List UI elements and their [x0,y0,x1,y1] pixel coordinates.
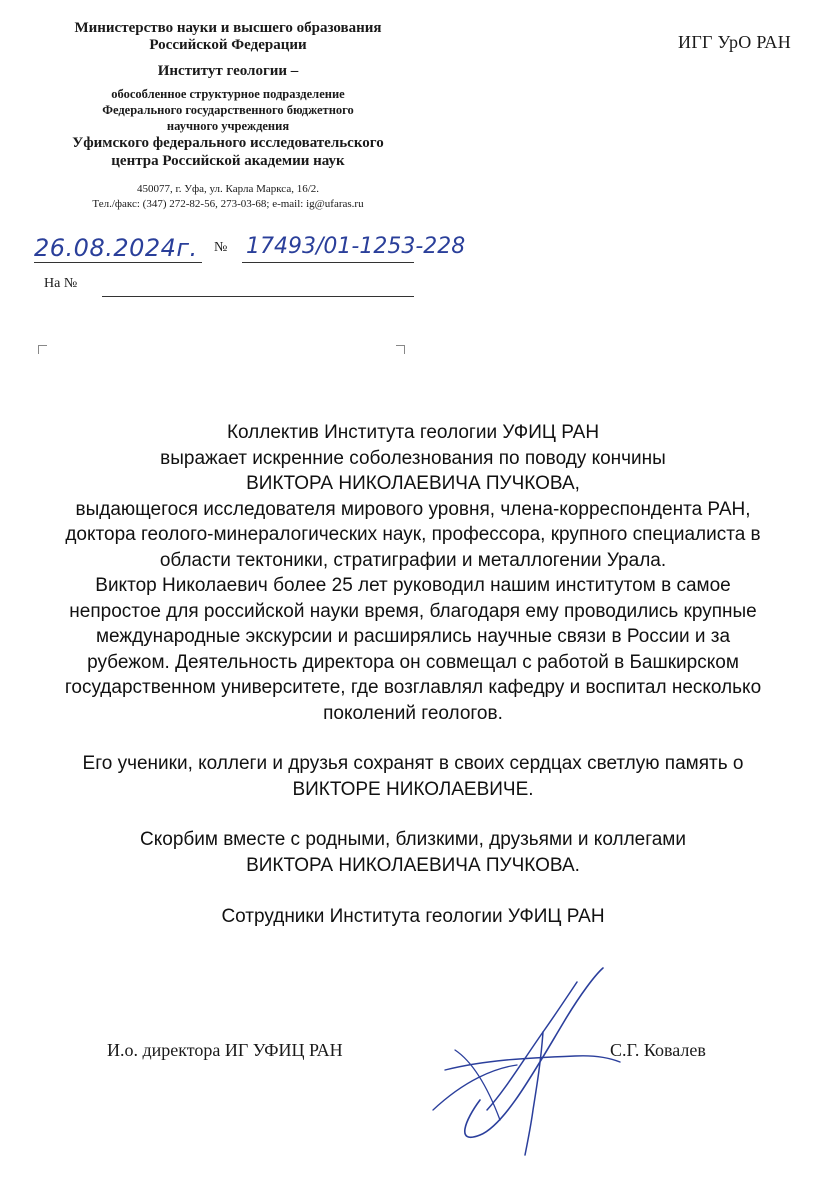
body-line: области тектоники, стратиграфии и металлогении Урала. [159,549,667,571]
body-line: ВИКТОРА НИКОЛАЕВИЧА ПУЧКОВА, [246,473,580,494]
letter-body [30,420,796,930]
body-line: ВИКТОРА НИКОЛАЕВИЧА ПУЧКОВА. [246,854,580,876]
ministry-line-1: Министерство науки и высшего образования [74,20,382,36]
reference-line [44,276,414,300]
contact-info: Тел./факс: (347) 272-82-56, 273-03-68; e-mail: ig@ufaras.ru [92,198,364,210]
reference-blank [102,296,414,297]
signatory-name: С.Г. Ковалев [610,1040,706,1060]
body-line: Виктор Николаевич более 25 лет руководил нашим институтом в самое [95,575,731,596]
letterhead [18,20,438,212]
handwritten-date: 26.08.2024г. [34,234,198,262]
paragraph-memory [30,751,796,802]
reference-label: На № [44,276,78,291]
body-line: доктора геолого-минералогических наук, профессора, крупного специалиста в [65,524,761,545]
address-corner-mark-right [396,345,405,354]
date-field [34,232,202,263]
body-line: непростое для российской науки время, благодаря ему проводились крупные [69,600,757,622]
paragraph-grief [30,827,796,878]
number-sign: № [214,240,228,255]
center-line-1: Уфимского федерального исследовательского [72,135,384,151]
body-line: выдающегося исследователя мирового уровня, члена-корреспондента РАН, [75,498,751,520]
status-line-1: обособленное структурное подразделение [111,87,345,101]
number-field [242,232,466,263]
body-line: ВИКТОРЕ НИКОЛАЕВИЧЕ. [292,778,534,800]
signatory-role: И.о. директора ИГ УФИЦ РАН [107,1040,343,1060]
body-line: Коллектив Института геологии УФИЦ РАН [226,422,600,443]
body-line: Его ученики, коллеги и друзья сохранят в своих сердцах светлую память о [82,753,744,774]
institute-name: Институт геологии – [157,63,299,79]
center-line-2: центра Российской академии наук [111,153,345,169]
body-line: выражает искренние соболезнования по поводу кончины [160,447,666,469]
ministry-line-2: Российской Федерации [149,37,307,53]
paragraph-condolences [30,420,796,726]
body-line: рубежом. Деятельность директора он совмещал с работой в Башкирском [87,651,739,673]
handwritten-signature [425,960,625,1160]
address-corner-mark-left [38,345,47,354]
handwritten-number: 17493/01-1253-228 [246,234,466,259]
status-line-3: научного учреждения [166,119,290,133]
signature-block [0,1040,826,1070]
registration-line [34,232,466,266]
body-line: поколений геологов. [323,702,503,724]
recipient-code: ИГГ УрО РАН [678,32,791,52]
postal-address: 450077, г. Уфа, ул. Карла Маркса, 16/2. [136,183,320,195]
body-line: Скорбим вместе с родными, близкими, друзьями и коллегами [140,829,686,850]
status-line-2: Федерального государственного бюджетного [102,103,354,117]
body-line: государственном университете, где возглавлял кафедру и воспитал несколько [64,677,762,698]
closing-line: Сотрудники Института геологии УФИЦ РАН [221,906,605,927]
body-line: международные экскурсии и расширялись научные связи в России и за [95,626,731,647]
